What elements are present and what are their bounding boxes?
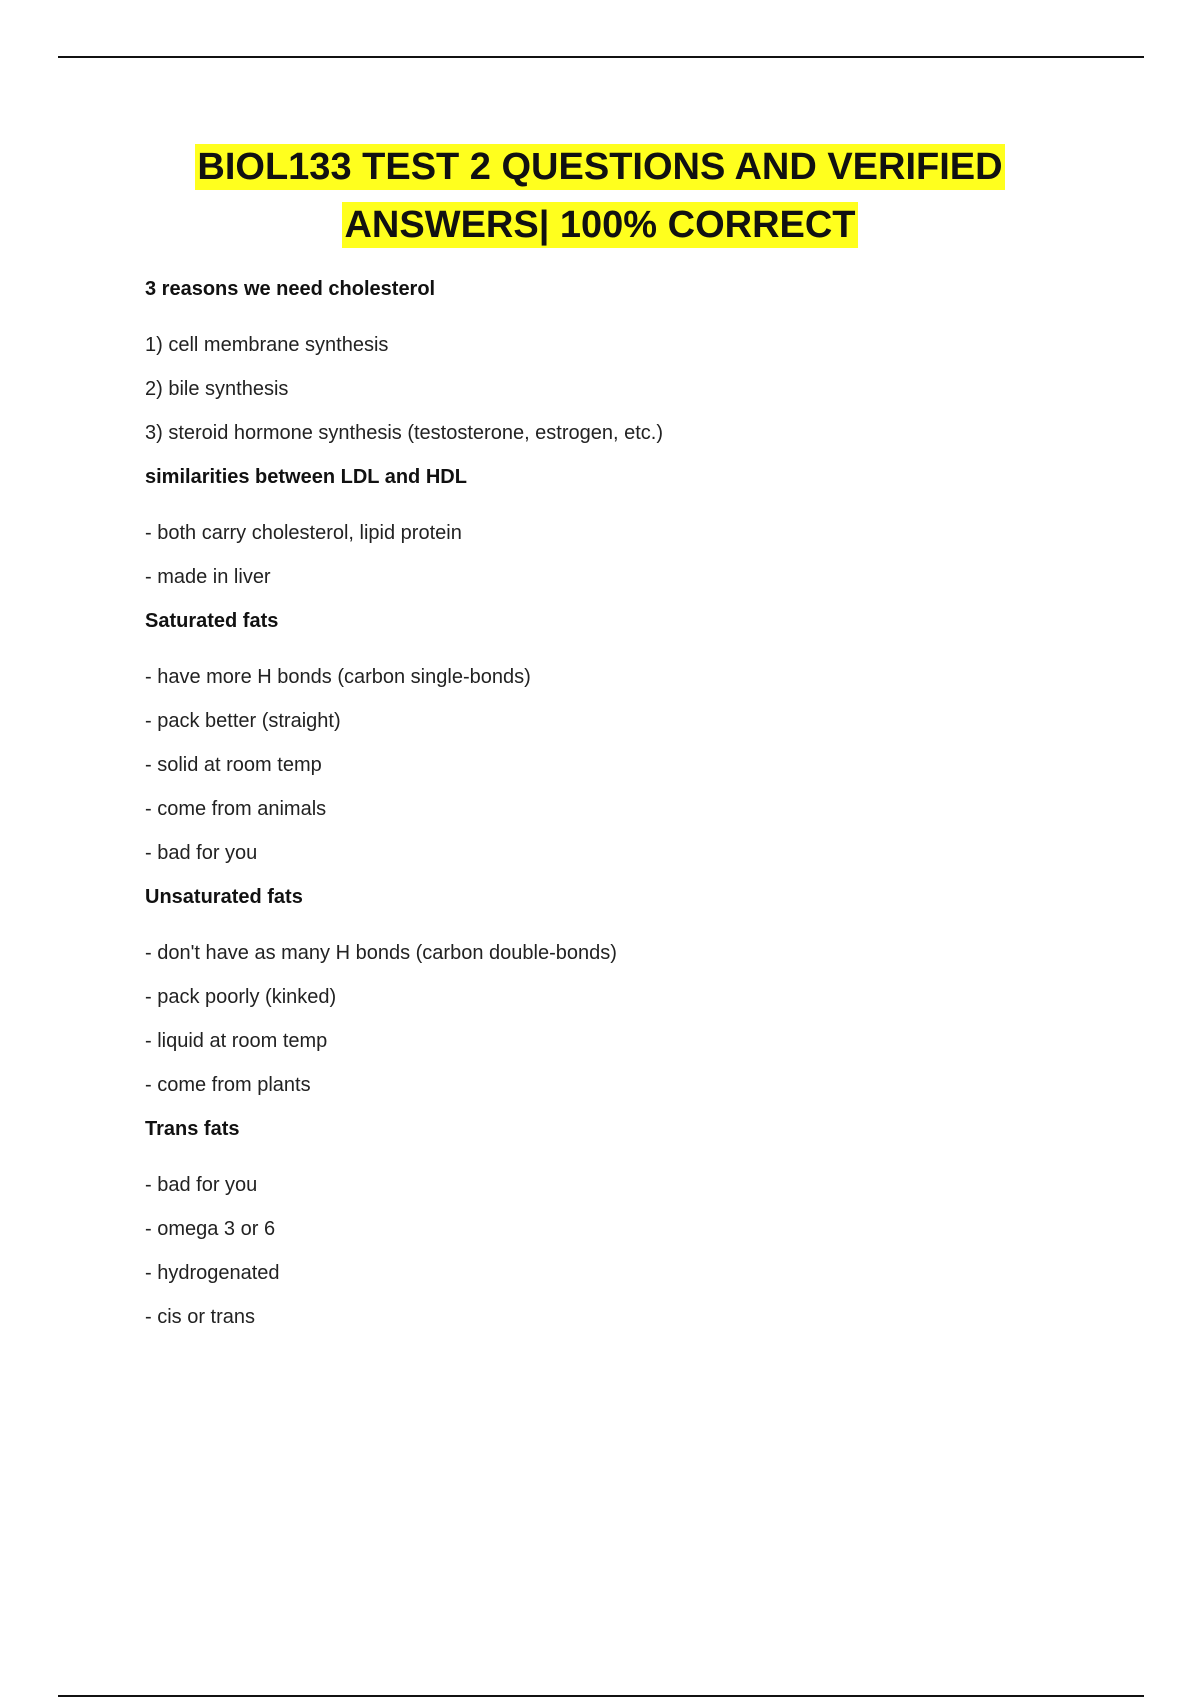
list-item: 2) bile synthesis	[145, 378, 289, 400]
section-heading: Saturated fats	[145, 610, 279, 632]
list-item: - hydrogenated	[145, 1262, 280, 1284]
section-heading: Unsaturated fats	[145, 886, 303, 908]
list-item: - bad for you	[145, 842, 258, 864]
list-item: - have more H bonds (carbon single-bonds)	[145, 666, 531, 688]
list-item: - liquid at room temp	[145, 1030, 328, 1052]
list-item: - come from plants	[145, 1074, 311, 1096]
title-line-2: ANSWERS| 100% CORRECT	[344, 204, 856, 246]
list-item: 1) cell membrane synthesis	[145, 334, 389, 356]
section-heading: similarities between LDL and HDL	[145, 466, 467, 488]
list-item: - pack better (straight)	[145, 710, 341, 732]
section-heading: Trans fats	[145, 1118, 240, 1140]
list-item: - pack poorly (kinked)	[145, 986, 337, 1008]
list-item: - bad for you	[145, 1174, 258, 1196]
top-rule	[58, 56, 1144, 58]
list-item: - both carry cholesterol, lipid protein	[145, 522, 462, 544]
title-line-1: BIOL133 TEST 2 QUESTIONS AND VERIFIED	[197, 146, 1003, 188]
page-title	[60, 138, 1140, 254]
section-cholesterol-reasons	[145, 276, 1105, 446]
section-heading: 3 reasons we need cholesterol	[145, 278, 436, 300]
list-item: - cis or trans	[145, 1306, 256, 1328]
section-ldl-hdl-similarities	[145, 464, 1105, 590]
document-body	[145, 276, 1105, 1348]
list-item: - don't have as many H bonds (carbon double-bonds)	[145, 942, 617, 964]
section-saturated-fats	[145, 608, 1105, 866]
list-item: - come from animals	[145, 798, 327, 820]
list-item: - omega 3 or 6	[145, 1218, 276, 1240]
bottom-rule	[58, 1695, 1144, 1697]
list-item: - solid at room temp	[145, 754, 322, 776]
section-trans-fats	[145, 1116, 1105, 1330]
section-unsaturated-fats	[145, 884, 1105, 1098]
list-item: 3) steroid hormone synthesis (testosterone, estrogen, etc.)	[145, 422, 664, 444]
list-item: - made in liver	[145, 566, 271, 588]
